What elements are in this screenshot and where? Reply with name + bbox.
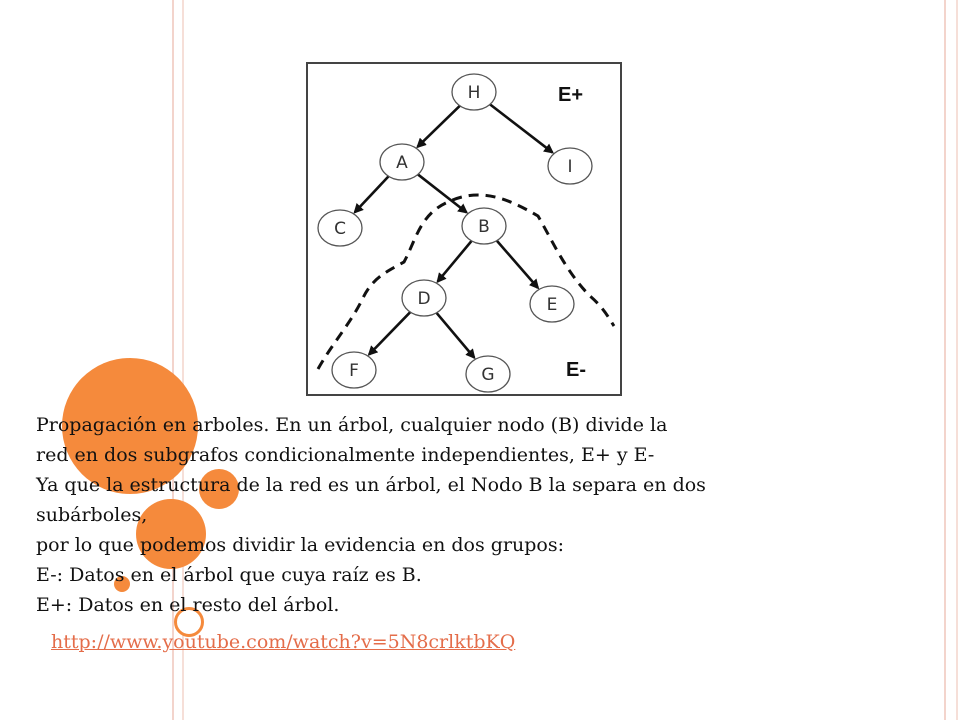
edge-h-i — [490, 104, 552, 152]
body-text — [36, 410, 836, 620]
node-label: H — [467, 83, 481, 103]
body-line: subárboles, — [36, 504, 148, 526]
youtube-link[interactable]: http://www.youtube.com/watch?v=5N8crlktbKQ — [51, 631, 516, 653]
node-label: F — [349, 361, 359, 381]
node-e — [530, 286, 574, 322]
body-line: por lo que podemos dividir la evidencia en dos grupos: — [36, 534, 565, 556]
region-label-e-minus: E- — [566, 359, 586, 381]
node-label: D — [417, 289, 431, 309]
edge-a-b — [418, 174, 467, 212]
body-line: Propagación en arboles. En un árbol, cualquier nodo (B) divide la — [36, 414, 668, 436]
tree-diagram-canvas — [308, 64, 620, 394]
node-h — [452, 74, 496, 110]
node-d — [402, 280, 446, 316]
edge-b-d — [438, 241, 472, 282]
edge-d-f — [369, 312, 410, 354]
edge-a-c — [355, 176, 389, 212]
body-line: E-: Datos en el árbol que cuya raíz es B. — [36, 564, 422, 586]
node-label: A — [396, 153, 408, 173]
node-label: G — [481, 365, 495, 385]
node-g — [466, 356, 510, 392]
node-label: E — [546, 295, 558, 315]
edge-b-e — [497, 241, 538, 288]
node-label: I — [567, 157, 573, 177]
node-c — [318, 210, 362, 246]
body-line: Ya que la estructura de la red es un árbol, el Nodo B la separa en dos — [36, 474, 706, 496]
tree-diagram — [306, 62, 622, 396]
decor-line-right — [944, 0, 946, 720]
region-label-e-plus: E+ — [558, 84, 584, 106]
node-i — [548, 148, 592, 184]
edge-d-g — [436, 313, 474, 358]
body-line: E+: Datos en el resto del árbol. — [36, 594, 340, 616]
decor-line-right-outer — [956, 0, 958, 720]
node-f — [332, 352, 376, 388]
edge-h-a — [418, 106, 460, 147]
body-line: red en dos subgrafos condicionalmente independientes, E+ y E- — [36, 444, 655, 466]
node-label: C — [334, 219, 346, 239]
node-label: B — [478, 217, 490, 237]
node-a — [380, 144, 424, 180]
node-b — [462, 208, 506, 244]
